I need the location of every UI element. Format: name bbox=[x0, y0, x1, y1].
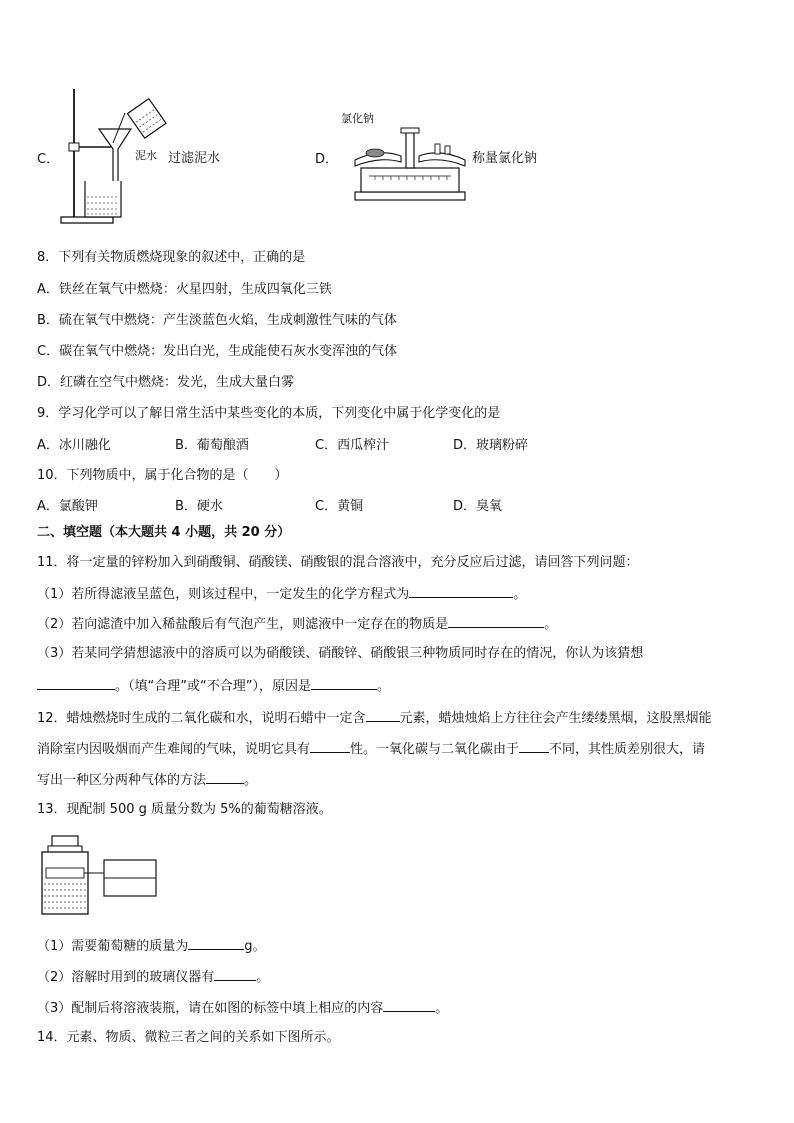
q11-stem: 11．将一定量的锌粉加入到硝酸铜、硝酸镁、硝酸银的混合溶液中，充分反应后过滤，请回答下列问题： bbox=[37, 555, 639, 570]
q10-option-d: D．臭氧 bbox=[453, 499, 503, 514]
reagent-bottle-label-figure bbox=[38, 834, 162, 918]
balance-scale-figure bbox=[335, 110, 475, 208]
q9-stem: 9．学习化学可以了解日常生活中某些变化的本质，下列变化中属于化学变化的是 bbox=[37, 406, 501, 421]
option-d-letter: D． bbox=[315, 152, 339, 167]
q11-part-3: （3）若某同学猜想滤液中的溶质可以为硝酸镁、硝酸锌、硝酸银三种物质同时存在的情况，你认为该猜想 bbox=[37, 646, 644, 661]
q12-l2-mid: 性。一氧化碳与二氧化碳由于 bbox=[350, 742, 520, 757]
q13-p2-text: （2）溶解时用到的玻璃仪器有 bbox=[37, 970, 215, 985]
q10-option-c: C．黄铜 bbox=[315, 499, 364, 514]
q11-p1-end: 。 bbox=[513, 587, 527, 602]
q11-part-3-cont bbox=[37, 677, 390, 695]
q11-part-1 bbox=[37, 585, 526, 603]
section-2-title: 二、填空题（本大题共 4 小题，共 20 分） bbox=[37, 525, 291, 540]
q12-l3-end: 。 bbox=[244, 773, 258, 788]
q13-p3-end: 。 bbox=[435, 1001, 449, 1016]
mud-water-label: 泥水 bbox=[135, 149, 157, 162]
q13-p1-end: g。 bbox=[244, 939, 266, 954]
q11-part-2 bbox=[37, 615, 557, 633]
q13-p2-end: 。 bbox=[256, 970, 270, 985]
q11-p3-blank-1[interactable] bbox=[37, 677, 115, 690]
q9-option-a: A．冰川融化 bbox=[37, 438, 111, 453]
q13-part-1 bbox=[37, 937, 266, 955]
q11-p1-blank[interactable] bbox=[409, 585, 513, 598]
q14-stem: 14．元素、物质、微粒三者之间的关系如下图所示。 bbox=[37, 1030, 340, 1045]
q8-option-c: C．碳在氧气中燃烧：发出白光，生成能使石灰水变浑浊的气体 bbox=[37, 344, 398, 359]
q13-part-3 bbox=[37, 999, 448, 1017]
q12-l3-text: 写出一种区分两种气体的方法 bbox=[37, 773, 207, 788]
q8-option-d: D．红磷在空气中燃烧：发光，生成大量白雾 bbox=[37, 375, 295, 390]
q11-p2-end: 。 bbox=[544, 617, 558, 632]
q11-p2-blank[interactable] bbox=[448, 615, 544, 628]
q13-p3-blank[interactable] bbox=[383, 999, 435, 1012]
q13-p3-text: （3）配制后将溶液装瓶，请在如图的标签中填上相应的内容 bbox=[37, 1001, 384, 1016]
q12-line-2 bbox=[37, 740, 705, 758]
q9-option-d: D．玻璃粉碎 bbox=[453, 438, 529, 453]
q9-option-b: B．葡萄酿酒 bbox=[175, 438, 249, 453]
q11-p2-text: （2）若向滤渣中加入稀盐酸后有气泡产生，则滤液中一定存在的物质是 bbox=[37, 617, 449, 632]
option-d-label: 称量氯化钠 bbox=[472, 151, 538, 166]
q12-l2-text: 消除室内因吸烟而产生难闻的气味，说明它具有 bbox=[37, 742, 311, 757]
q12-blank-3[interactable] bbox=[519, 740, 549, 753]
q12-line-3 bbox=[37, 771, 257, 789]
q8-option-b: B．硫在氧气中燃烧：产生淡蓝色火焰，生成刺激性气味的气体 bbox=[37, 313, 397, 328]
q11-p3-blank-2[interactable] bbox=[311, 677, 377, 690]
q8-option-a: A．铁丝在氧气中燃烧：火星四射，生成四氧化三铁 bbox=[37, 282, 332, 297]
q12-l1-text: 12．蜡烛燃烧时生成的二氧化碳和水，说明石蜡中一定含 bbox=[37, 711, 366, 726]
q12-blank-1[interactable] bbox=[366, 709, 400, 722]
q12-l1-cont: 元素，蜡烛烛焰上方往往会产生缕缕黑烟，这股黑烟能 bbox=[399, 711, 712, 726]
q13-p2-blank[interactable] bbox=[214, 968, 256, 981]
q11-p3-end: 。 bbox=[376, 679, 390, 694]
option-c-letter: C． bbox=[37, 152, 60, 167]
option-c-label: 过滤泥水 bbox=[168, 151, 221, 166]
q12-l2-cont: 不同，其性质差别很大，请 bbox=[549, 742, 706, 757]
q12-line-1 bbox=[37, 709, 712, 727]
filtration-apparatus-figure bbox=[55, 85, 185, 227]
q9-option-c: C．西瓜榨汁 bbox=[315, 438, 390, 453]
q12-blank-4[interactable] bbox=[206, 771, 244, 784]
q13-p1-text: （1）需要葡萄糖的质量为 bbox=[37, 939, 189, 954]
q13-part-2 bbox=[37, 968, 269, 986]
q13-stem: 13．现配制 500 g 质量分数为 5%的葡萄糖溶液。 bbox=[37, 802, 332, 817]
q8-stem: 8．下列有关物质燃烧现象的叙述中，正确的是 bbox=[37, 250, 306, 265]
q11-p1-text: （1）若所得滤液呈蓝色，则该过程中，一定发生的化学方程式为 bbox=[37, 587, 410, 602]
q10-option-b: B．硬水 bbox=[175, 499, 223, 514]
q13-p1-blank[interactable] bbox=[188, 937, 244, 950]
sodium-chloride-label: 氯化钠 bbox=[341, 112, 374, 125]
q11-p3-mid: 。（填“合理”或“不合理”），原因是 bbox=[115, 679, 311, 694]
q10-option-a: A．氯酸钾 bbox=[37, 499, 98, 514]
q12-blank-2[interactable] bbox=[310, 740, 350, 753]
q10-stem: 10．下列物质中，属于化合物的是（ ） bbox=[37, 468, 288, 483]
